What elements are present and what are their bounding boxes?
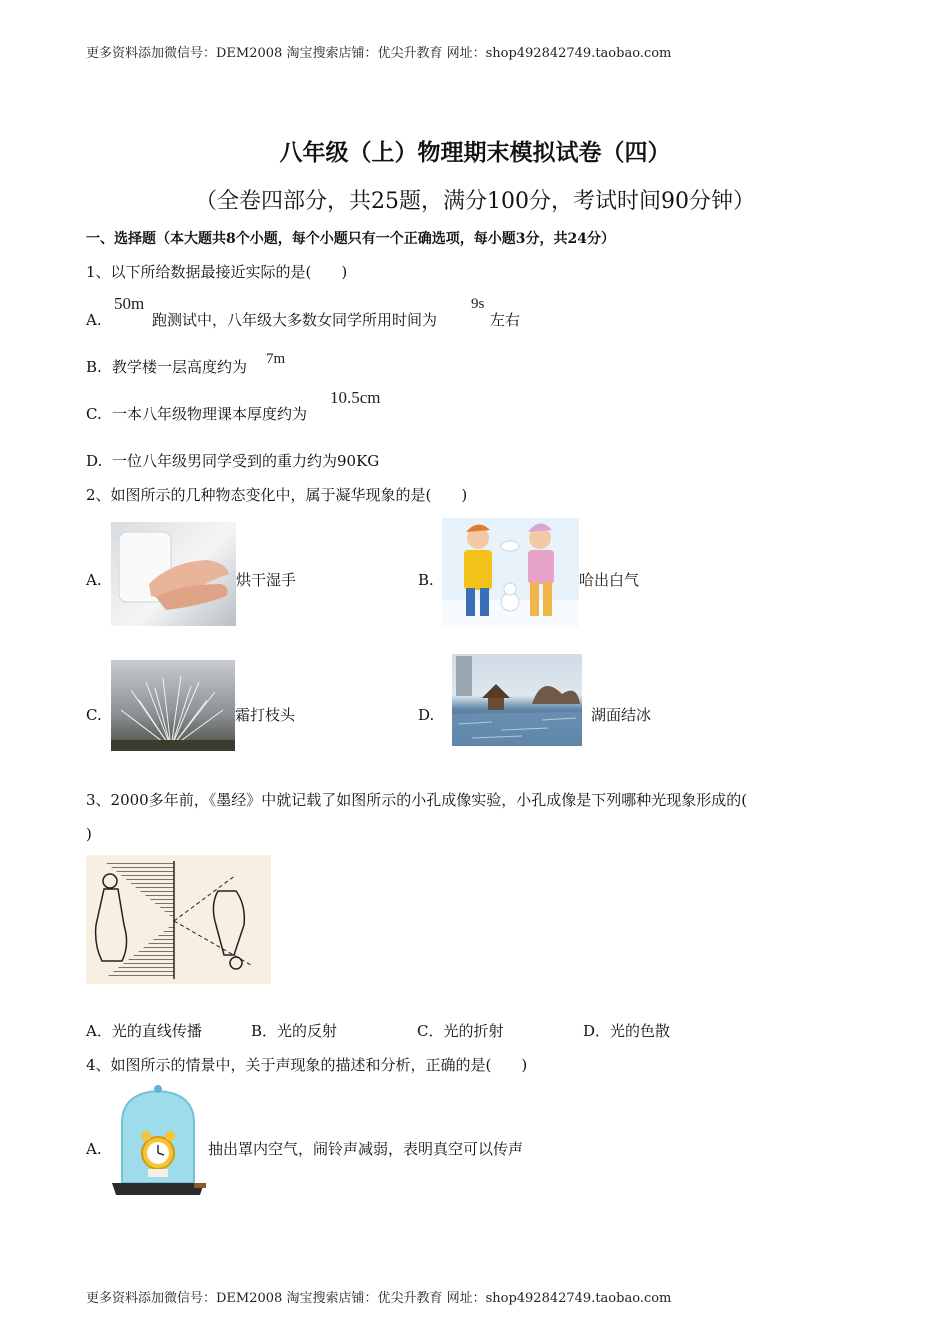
q1-option-c-label: C. — [86, 405, 102, 423]
q2-option-d-text: 湖面结冰 — [591, 706, 652, 724]
q1-option-c-math: 10.5cm — [330, 388, 381, 407]
question-3-stem-end: ) — [86, 825, 92, 843]
q1-option-d-label: D. — [86, 452, 103, 470]
hand-dryer-image — [111, 522, 236, 626]
q4-option-a-text: 抽出罩内空气，闹铃声减弱，表明真空可以传声 — [208, 1140, 524, 1158]
question-3-stem: 3、2000多年前，《墨经》中就记载了如图所示的小孔成像实验，小孔成像是下列哪种光现象形成的( — [86, 791, 748, 809]
question-4-stem: 4、如图所示的情景中，关于声现象的描述和分析，正确的是( ) — [86, 1056, 528, 1074]
q1-option-a-label: A. — [86, 311, 102, 329]
q1-option-c-text: 一本八年级物理课本厚度约为 — [112, 405, 308, 423]
exam-title: 八年级（上）物理期末模拟试卷（四） — [279, 139, 671, 166]
q2-option-a-label: A. — [86, 571, 102, 589]
q3-option-d: D．光的色散 — [583, 1022, 671, 1040]
frost-branches-image — [111, 660, 235, 751]
q2-option-c-text: 霜打枝头 — [235, 706, 296, 724]
q2-option-c-label: C. — [86, 706, 102, 724]
q1-option-b-math: 7m — [266, 351, 286, 367]
breath-mist-image — [442, 518, 579, 628]
q1-option-a-math-time: 9s — [471, 296, 485, 312]
q2-option-b-text: 哈出白气 — [579, 571, 640, 589]
q2-option-b-label: B. — [418, 571, 434, 589]
page-header: 更多资料添加微信号：DEM2008 淘宝搜索店铺：优尖升教育 网址：shop492842749.taobao.com — [86, 46, 672, 61]
pinhole-camera-diagram — [86, 855, 271, 984]
q1-option-b-label: B. — [86, 358, 102, 376]
bell-jar-alarm-clock-image — [108, 1083, 208, 1207]
q1-option-a-text: 跑测试中，八年级大多数女同学所用时间为 — [152, 311, 438, 329]
question-2-stem: 2、如图所示的几种物态变化中，属于凝华现象的是( ) — [86, 486, 468, 504]
q3-option-b: B．光的反射 — [251, 1022, 338, 1040]
exam-subtitle: （全卷四部分，共25题，满分100分，考试时间90分钟） — [195, 189, 755, 214]
question-1-stem: 1、以下所给数据最接近实际的是( ) — [86, 263, 348, 281]
q3-option-c: C．光的折射 — [417, 1022, 504, 1040]
q1-option-d-text: 一位八年级男同学受到的重力约为90KG — [112, 452, 380, 470]
q2-option-a-text: 烘干湿手 — [236, 571, 297, 589]
q4-option-a-label: A. — [86, 1140, 102, 1158]
page-footer: 更多资料添加微信号：DEM2008 淘宝搜索店铺：优尖升教育 网址：shop492842749.taobao.com — [86, 1291, 672, 1306]
frozen-lake-image — [452, 654, 582, 746]
q1-option-a-math-distance: 50m — [114, 294, 145, 313]
q3-option-a: A．光的直线传播 — [86, 1022, 202, 1040]
section-heading: 一、选择题（本大题共8个小题，每个小题只有一个正确选项，每小题3分，共24分） — [86, 231, 615, 247]
q2-option-d-label: D. — [418, 706, 435, 724]
q1-option-a-text-end: 左右 — [490, 311, 521, 329]
q1-option-b-text: 教学楼一层高度约为 — [112, 358, 248, 376]
